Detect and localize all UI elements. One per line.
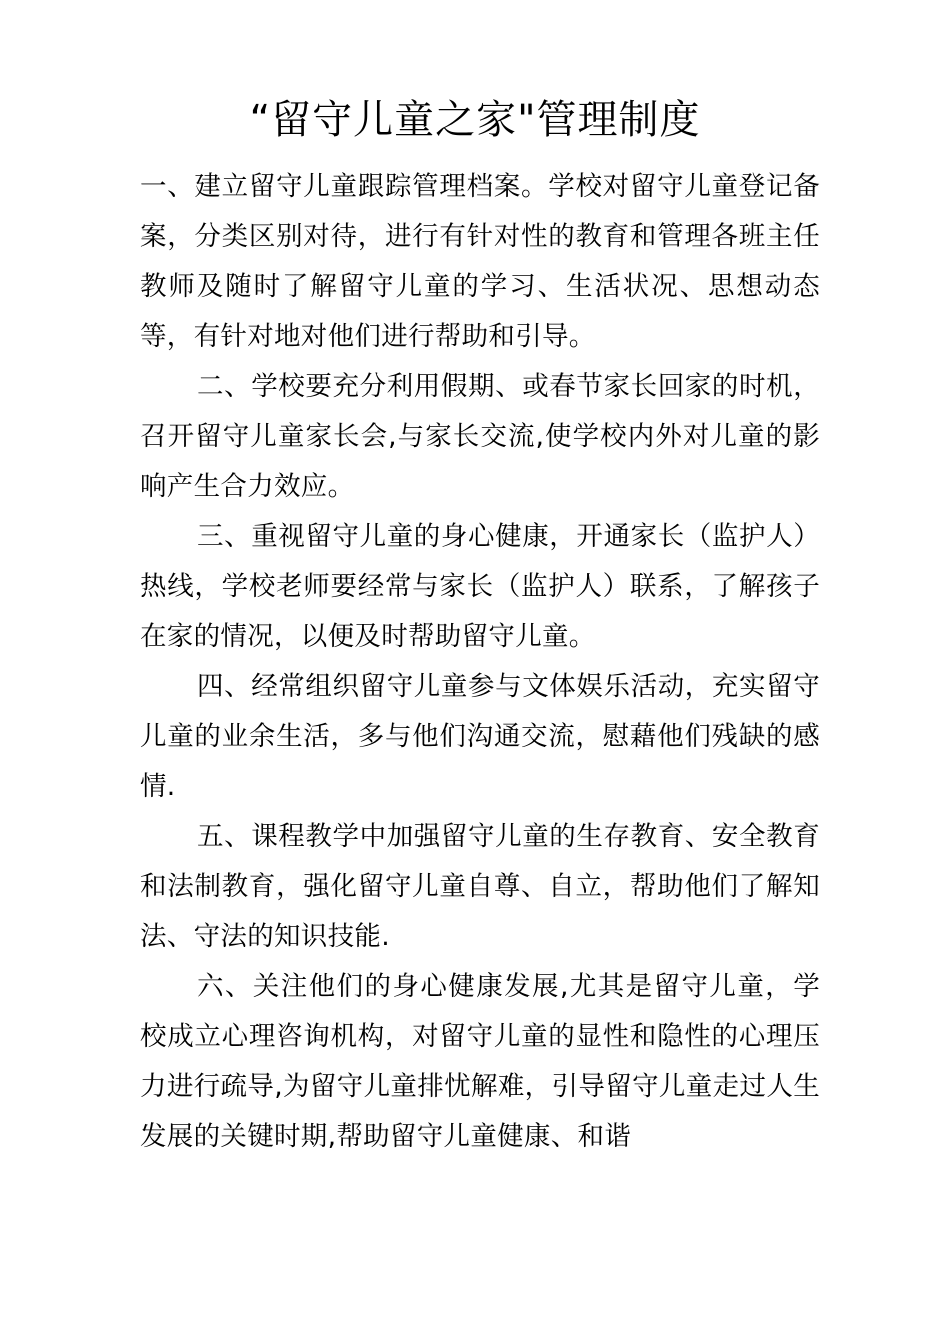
paragraph-2: 二、学校要充分利用假期、或春节家长回家的时机，召开留守儿童家长会,与家长交流,使学校内外对儿童的影响产生合力效应。: [140, 371, 820, 502]
paragraph-5: 五、课程教学中加强留守儿童的生存教育、安全教育和法制教育，强化留守儿童自尊、自立，帮助他们了解知法、守法的知识技能.: [140, 821, 820, 952]
document-title: “留守儿童之家"管理制度: [249, 97, 701, 143]
paragraph-6: 六、关注他们的身心健康发展,尤其是留守儿童，学校成立心理咨询机构，对留守儿童的显性和隐性的心理压力进行疏导,为留守儿童排忧解难，引导留守儿童走过人生发展的关键时期,帮助留守儿童健康、和谐: [140, 971, 820, 1152]
paragraph-1: 一、建立留守儿童跟踪管理档案。学校对留守儿童登记备案，分类区别对待，进行有针对性的教育和管理各班主任教师及随时了解留守儿童的学习、生活状况、思想动态等，有针对地对他们进行帮助和引导。: [140, 171, 820, 352]
paragraph-4: 四、经常组织留守儿童参与文体娱乐活动，充实留守儿童的业余生活，多与他们沟通交流，慰藉他们残缺的感情.: [140, 671, 820, 802]
document-body: [140, 162, 820, 1162]
paragraph-3: 三、重视留守儿童的身心健康，开通家长（监护人）热线，学校老师要经常与家长（监护人）联系，了解孩子在家的情况，以便及时帮助留守儿童。: [140, 521, 820, 652]
